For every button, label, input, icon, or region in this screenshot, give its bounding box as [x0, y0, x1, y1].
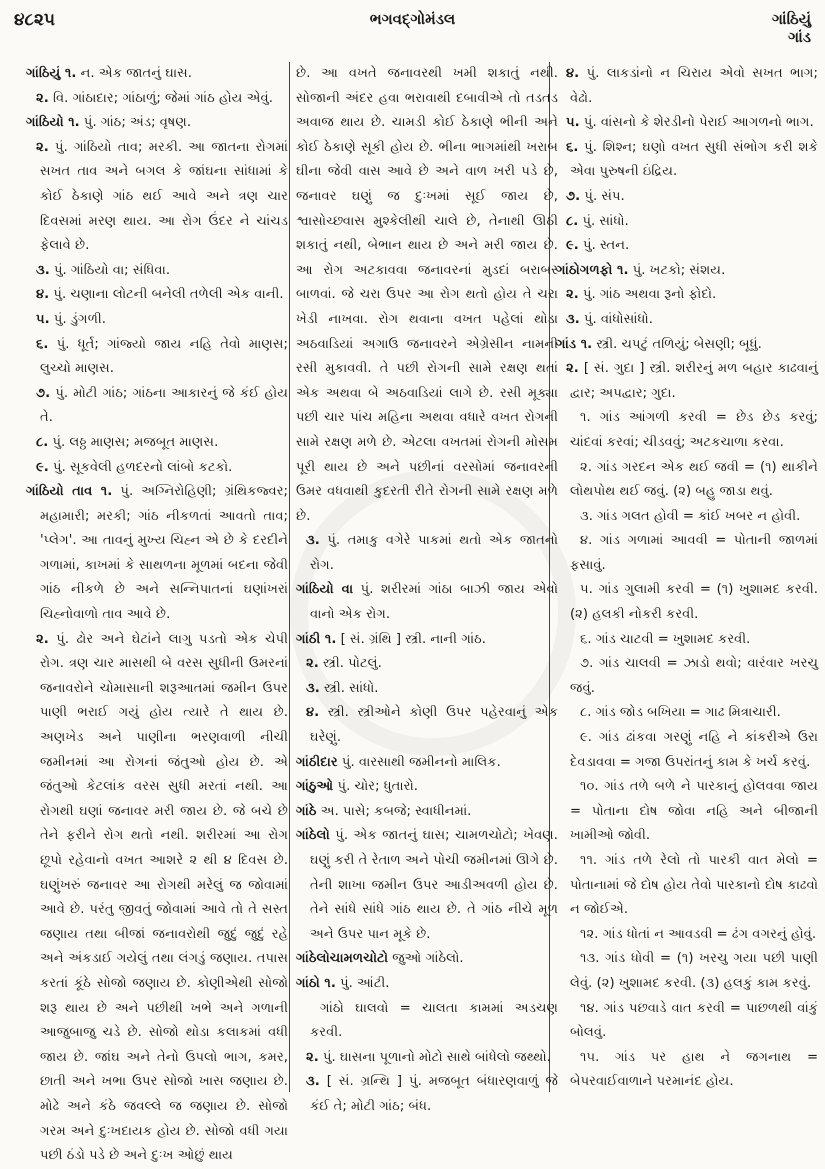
- idiom-entry: [556, 923, 818, 948]
- definition-text: પું. સાંધો.: [578, 213, 629, 229]
- definition-text: પું. લાકડાંનો ન ચિરાય એવો સખત ભાગ; વેઢો.: [570, 66, 818, 106]
- headword: ગાંઠો ૧.: [296, 975, 336, 991]
- definition-text: વિ. ગાંઠાદાર; ગાંઠાળું; જેમાં ગાંઠ હોય એવું.: [48, 90, 273, 106]
- sense-number: ૨.: [36, 631, 49, 647]
- dictionary-entry: [556, 333, 818, 358]
- sense-entry: [556, 234, 818, 259]
- headword: ગાંઠી ૧.: [296, 631, 337, 647]
- sense-number: ૯.: [36, 459, 49, 475]
- definition-text: પું. ગાંઠ; અંડ; વૃષણ.: [79, 115, 192, 131]
- sense-number: ૩.: [306, 1074, 320, 1090]
- sense-entry: [556, 136, 818, 185]
- definition-text: પું. વાંસનો કે શેરડીનો પેરાઈ આગળનો ભાગ.: [579, 115, 814, 131]
- definition-text: ૧૫. ગાંડ પર હાથ ને જગનાથ = બેપરવાઈવાળાને પરમાનંદ હોય.: [570, 1049, 818, 1090]
- definition-text: પું. ધૂર્ત; ગાંજ્યો જાય નહિ તેવો માણસ; લુચ્ચો માણસ.: [40, 336, 288, 377]
- sense-entry: [556, 210, 818, 235]
- definition-text: જુઓ ગાંઠેલો.: [388, 951, 464, 967]
- definition-text: પું. વારસાથી જમીનનો માલિક.: [337, 754, 501, 770]
- sense-number: ૨.: [566, 287, 579, 303]
- sense-number: ૩.: [36, 262, 50, 278]
- definition-text: સ્ત્રી. ચપટું તળિયું; બેસણી; બૂધું.: [592, 336, 762, 352]
- definition-text: પું. ચણાના લોટની બનેલી તળેલી એક વાની.: [49, 287, 284, 303]
- definition-text: પું. સૂકવેલી હળદરનો લાંબો કટકો.: [48, 459, 233, 475]
- sense-number: ૬.: [566, 139, 579, 155]
- column-1: [26, 62, 288, 1169]
- headword: ગાંઠોગળફો ૧.: [556, 262, 629, 278]
- definition-text: પું. શિશ્ન; ઘણો વખત સુધી સંભોગ કરી શકે એવા પુરુષની ઇંદ્રિય.: [570, 139, 818, 180]
- idiom-entry: [556, 849, 818, 923]
- idiom-entry: [556, 726, 818, 775]
- definition-text: [ સં. ગ્રન્થિ ] પું. મજબૂત બંધારણવાળું જે કંઈ તે; મોટી ગાંઠ; બંધ.: [310, 1074, 558, 1114]
- idiom-entry: [556, 701, 818, 726]
- definition-text: પું. ચોર; ધુતારો.: [333, 779, 418, 795]
- dictionary-entry: [556, 259, 818, 284]
- idiom-entry: [556, 628, 818, 653]
- sense-entry: [26, 431, 288, 456]
- idiom-entry: [556, 529, 818, 578]
- dictionary-entry: [296, 800, 558, 825]
- definition-text: સ્ત્રી. પોટલું.: [318, 656, 382, 672]
- definition-text: પું. તમાકુ વગેરે પાકમાં થતો એક જાતનો રોગ.: [310, 533, 558, 573]
- idiom-entry: [556, 456, 818, 505]
- sense-entry: [296, 62, 558, 529]
- dictionary-entry: [296, 947, 558, 972]
- definition-text: ગાંઠો ઘાલવો = ચાલતા કામમાં અડચણ કરવી.: [310, 1000, 558, 1041]
- sense-number: ૪.: [566, 66, 580, 81]
- definition-text: પું. ગાંઠિયો તાવ; મરકી. આ જાતના રોગમાં સખત તાવ અને બગલ કે જાંઘના સાંધામાં કે કોઈ ઠેકાણે ગાંઠ થઈ આવે અને ત્રણ ચાર દિવસમાં મરણ થાય. આ રોગ ઉંદર ને ચાંચડ ફેલાવે છે.: [40, 139, 288, 254]
- page-header: [0, 6, 825, 56]
- sense-number: ૨.: [306, 1049, 319, 1065]
- definition-text: પું. ખટકો; સંશય.: [628, 262, 726, 278]
- idiom-entry: [556, 406, 818, 455]
- sense-entry: [26, 136, 288, 259]
- definition-text: પું. એક જાતનું ઘાસ; ચામળચોટો; ખેવણ. ઘણું કરી તે રેતાળ અને પોચી જમીનમાં ઊગે છે. તેની શાખા જમીન ઉપર આડીઅવળી હોય છે. તેને સાંધે સાંધે ગાંઠ થાય છે. તે ગાંઠ નીચે મૂળ અને ઉપર પાન મૂકે છે.: [310, 828, 558, 942]
- sense-entry: [26, 308, 288, 333]
- guide-words: [772, 10, 811, 46]
- headword: ગાંઠિયો ૧.: [26, 115, 80, 131]
- dictionary-entry: [26, 480, 288, 628]
- definition-text: પું. અગ્નિરોહિણી; ગ્રંથિકજ્વર; મહામારી; મરકી; ગાંઠ નીકળતાં આવતો તાવ; 'પ્લેગ'. આ તાવનું મુખ્ય ચિહ્ન એ છે કે દરદીને ગળામાં, કાખમાં કે સાથળના મૂળમાં બદના જેવી ગાંઠ નીકળે છે અને સન્નિપાતનાં ઘણાંખરાં ચિહ્નોવાળો તાવ આવે છે.: [40, 484, 288, 623]
- headword: ગાંઠેલોચામળચોટો: [296, 951, 388, 967]
- idiom-entry: [556, 775, 818, 849]
- definition-text: ૩. ગાંડ ગલત હોવી = કાંઈ ખબર ન હોવી.: [580, 508, 801, 524]
- sense-entry: [26, 87, 288, 112]
- idiom-entry: [556, 1046, 818, 1095]
- sense-number: ૪.: [306, 705, 320, 721]
- definition-text: ૮. ગાંડ જોડ બખિયા = ગાઢ મિત્રાચારી.: [580, 705, 781, 721]
- sense-entry: [556, 62, 818, 111]
- sense-number: ૮.: [566, 213, 579, 229]
- dictionary-entry: [26, 111, 288, 136]
- sense-number: ૭.: [566, 188, 581, 204]
- dictionary-entry: [296, 628, 558, 653]
- sense-number: ૫.: [566, 115, 580, 131]
- sense-entry: [26, 283, 288, 308]
- dictionary-entry: [296, 751, 558, 776]
- definition-text: ૭. ગાંડ ચાલવી = ઝાડો થવો; વારંવાર ખરચુ જવું.: [570, 656, 818, 696]
- definition-text: ૧૨. ગાંડ ધોતાં ન આવડવી = ઢંગ વગરનું હોવું.: [580, 926, 817, 942]
- sense-entry: [296, 677, 558, 702]
- sense-entry: [556, 185, 818, 210]
- headword: ગાંઠિયો વા: [296, 582, 354, 598]
- sense-number: ૨.: [306, 656, 319, 672]
- definition-text: પું. લઠ્ઠ માણસ; મજબૂત માણસ.: [48, 434, 219, 450]
- sense-entry: [556, 283, 818, 308]
- sense-entry: [296, 529, 558, 578]
- definition-text: ૧૪. ગાંડ પછવાડે વાત કરવી = પાછળથી વાંકું બોલવું.: [570, 1000, 818, 1041]
- idiom-entry: [556, 505, 818, 530]
- definition-text: પું. સંપ.: [580, 188, 625, 204]
- sense-number: ૩.: [306, 680, 320, 696]
- guide-word-last: ગાંડ: [788, 28, 811, 46]
- sense-number: ૩.: [566, 311, 580, 327]
- column-2: [296, 62, 558, 1120]
- sense-entry: [296, 1070, 558, 1119]
- definition-text: ૯. ગાંડ ઢાંકવા ગરણું નહિ ને કાંકરીએ ઉરા દેવડાવવા = ગજા ઉપરાંતનું કામ કે ખર્ચ કરવું.: [570, 730, 818, 770]
- definition-text: અ. પાસે; કબજે; સ્વાધીનમાં.: [316, 803, 472, 819]
- page-number: ૪૮૨૫: [14, 10, 56, 30]
- definition-text: ૧૧. ગાંડ તળે રેલો તો પારકી વાત મેલો = પોતાનામાં જે દોષ હોય તેવો પારકાનો દોષ કાઢવો ન જોઈએ.: [570, 853, 818, 918]
- definition-text: ૨. ગાંડ ગરદન એક થઈ જવી = (૧) થાકીને લોથપોથ થઈ જવું. (૨) બહુ જાડા થવું.: [570, 459, 818, 500]
- definition-text: પું. સ્તન.: [578, 238, 630, 254]
- sense-number: ૯.: [566, 238, 579, 254]
- dictionary-entry: [296, 775, 558, 800]
- definition-text: ૫. ગાંડ ગુલામી કરવી = (૧) ખુશામદ કરવી. (૨) હલકી નોકરી કરવી.: [570, 582, 818, 623]
- sense-entry: [296, 701, 558, 750]
- sense-entry: [556, 357, 818, 406]
- sense-entry: [26, 628, 288, 1169]
- headword: ગાંઠીદાર: [296, 754, 338, 770]
- definition-text: પું. ઘાસના પૂળાનો મોટો સાથે બાંધેલો જથ્થો.: [318, 1049, 551, 1065]
- definition-text: ૬. ગાંડ ચાટવી = ખુશામદ કરવી.: [580, 631, 751, 647]
- sense-entry: [296, 652, 558, 677]
- sense-entry: [26, 456, 288, 481]
- definition-text: ૧. ગાંડ આંગળી કરવી = છેડ છેડ કરવું; ચાંદવાં કરવાં; ચીડવવું; અટકચાળા કરવા.: [570, 410, 818, 450]
- column-divider: [289, 62, 290, 1092]
- sense-number: ૪.: [36, 287, 50, 303]
- running-title: ભગવદ્ગોમંડલ: [369, 10, 456, 28]
- sense-number: ૫.: [36, 311, 50, 327]
- headword: ગાંઠિયું ૧.: [26, 66, 77, 81]
- definition-text: પું. મોટી ગાંઠ; ગાંઠના આકારનું જે કંઈ હોય તે.: [40, 385, 288, 426]
- idiom-entry: [296, 997, 558, 1046]
- sense-number: ૨.: [36, 90, 49, 106]
- definition-text: સ્ત્રી. સ્ત્રીઓને કોણી ઉપર પહેરવાનું એક ઘરેણું.: [310, 705, 558, 746]
- dictionary-entry: [296, 824, 558, 947]
- sense-entry: [556, 111, 818, 136]
- idiom-entry: [556, 947, 818, 996]
- sense-number: ૬.: [36, 336, 49, 352]
- headword: ગાંઠે: [296, 803, 317, 819]
- definition-text: [ સં. ગ્રંથિ ] સ્ત્રી. નાની ગાંઠ.: [336, 631, 486, 647]
- headword: ગાંઠુઓ: [296, 779, 334, 795]
- headword: ગાંઠેલો: [296, 828, 330, 844]
- idiom-entry: [556, 997, 818, 1046]
- headword: ગાંડ ૧.: [556, 336, 593, 352]
- definition-text: ૪. ગાંડ ગળામાં આવવી = પોતાની જાળમાં ફસાવું.: [570, 533, 818, 573]
- sense-number: ૨.: [566, 361, 579, 377]
- sense-entry: [26, 333, 288, 382]
- sense-number: ૨.: [36, 139, 49, 155]
- sense-entry: [296, 1046, 558, 1071]
- guide-word-first: ગાંઠિયું: [771, 10, 811, 28]
- definition-text: પું. શરીરમાં ગાંઠા બાઝી જાય એવો વાનો એક રોગ.: [310, 582, 558, 623]
- definition-text: ૧૩. ગાંડ ધોવી = (૧) ખરચુ ગયા પછી પાણી લેવું. (૨) ખુશામદ કરવી. (૩) હલકું કામ કરવું.: [570, 951, 818, 991]
- definition-text: પું. ડુંગળી.: [49, 311, 106, 327]
- sense-entry: [26, 259, 288, 284]
- sense-number: ૩.: [306, 533, 320, 549]
- sense-number: ૮.: [36, 434, 49, 450]
- definition-text: પું. વાંધોસાંધો.: [579, 311, 653, 327]
- definition-text: પું. આંટી.: [335, 975, 390, 991]
- dictionary-entry: [296, 578, 558, 627]
- sense-entry: [26, 382, 288, 431]
- definition-text: સ્ત્રી. સાંધો.: [319, 680, 379, 696]
- definition-text: ન. એક જાતનું ઘાસ.: [76, 66, 192, 81]
- definition-text: ૧૦. ગાંડ તળે બળે ને પારકાનું હોલવવા જાય = પોતાના દોષ જોવા નહિ અને બીજાની ખામીઓ જોવી.: [570, 779, 818, 844]
- sense-entry: [556, 308, 818, 333]
- idiom-entry: [556, 652, 818, 701]
- column-3: [556, 62, 818, 1095]
- idiom-entry: [556, 578, 818, 627]
- definition-text: પું. ગાંઠ અથવા રૂનો ફોદો.: [578, 287, 717, 303]
- definition-text: પું. ઢોર અને ઘેટાંને લાગુ પડતો એક ચેપી રોગ. ત્રણ ચાર માસથી બે વરસ સુધીની ઉમરનાં જનાવરોને ચોમાસાની શરૂઆતમાં જમીન ઉપર પાણી ભરાઈ ગયું હોય ત્યારે તે થાય છે. અણખેડ અને પાણીના ભરણવાળી નીચી જમીનમાં આ રોગનાં જંતુઓ હોય છે. એ જંતુઓ કેટલાંક વરસ સુધી મરતાં નથી. આ રોગથી ઘણાં જનાવર મરી જાય છે. જે બચે છે તેને ફરીને રોગ થતો નથી. શરીરમાં આ રોગ છૂપો રહેવાનો વખત આશરે ૨ થી ૪ દિવસ છે. ઘણુંખરું જનાવર આ રોગથી મરેલું જ જોવામાં આવે છે. પરંતુ જીવતું જોવામાં આવે તો તે સસ્ત જણાય તથા બીજાં જનાવરોથી જુદું જુદું રહે અને અંકડાઈ ગયેલું તથા લંગડું જણાય. તપાસ કરતાં કૂંઠે સોજો જણાય છે. કોણીએથી સોજો શરૂ થાય છે અને પછીથી ખભે અને ગળાની આજુબાજુ ચડે છે. સોજો થોડા કલાકમાં વધી જાય છે. જાંઘ અને તેનો ઉપલો ભાગ, કમર, છાતી અને ખભા ઉપર સોજો ખાસ જણાય છે. મોઢે અને કંઠે જવલ્લે જ જણાય છે. સોજો ગરમ અને દુઃખદાયક હોય છે. સોજો વધી ગયા પછી ઠંડો પડે છે અને દુઃખ ઓછું થાય: [40, 631, 288, 1164]
- dictionary-entry: [296, 972, 558, 997]
- headword: ગાંઠિયો તાવ ૧.: [26, 484, 113, 500]
- definition-text: [ સં. ગુદા ] સ્ત્રી. શરીરનું મળ બહાર કાઢવાનું દ્વાર; અપદ્વાર; ગુદા.: [570, 361, 818, 401]
- dictionary-entry: [26, 62, 288, 87]
- definition-text: છે. આ વખતે જનાવરથી ખમી શકાતું નથી. સોજાની અંદર હવા ભરાવાથી દબાવીએ તો તડતડ અવાજ થાય છે. ચામડી કોઈ ઠેકાણે ભીની અને કોઈ ઠેકાણે સૂકી હોય છે. ભીના ભાગમાંથી ખરાબ ઘીના જેવી વાસ આવે છે અને વાળ ખરી પડે છે, જનાવર ઘણું જ દુઃખમાં સૂઈ જાય છે, શ્વાસોચ્છ્વાસ મુશ્કેલીથી ચાલે છે, તેનાથી ઊઠી શકાતું નથી, બેભાન થાય છે અને મરી જાય છે. આ રોગ અટકાવવા જનાવરનાં મુડદાં બરાબર બાળવાં. જે ચરા ઉપર આ રોગ થતો હોય તે ચરા ખેડી નાખવા. રોગ થવાના વખત પહેલાં થોડા અઠવાડિયાં અગાઉ જનાવરને એગ્રેસીન નામની રસી મુકાવવી. તે પછી રોગની સામે રક્ષણ થતાં એક અથવા બે અઠવાડિયાં લાગે છે. રસી મૂક્યા પછી ચાર પાંચ મહિના અથવા વધારે વખત રોગની સામે રક્ષણ મળે છે. એટલા વખતમાં રોગની મોસમ પૂરી થાય છે અને પછીનાં વરસોમાં જનાવરની ઉમર વધવાથી કુદરતી રીતે રોગની સામે રક્ષણ મળે છે.: [296, 66, 558, 524]
- definition-text: પું. ગાંઠિયો વા; સંધિવા.: [49, 262, 171, 278]
- sense-number: ૭.: [36, 385, 51, 401]
